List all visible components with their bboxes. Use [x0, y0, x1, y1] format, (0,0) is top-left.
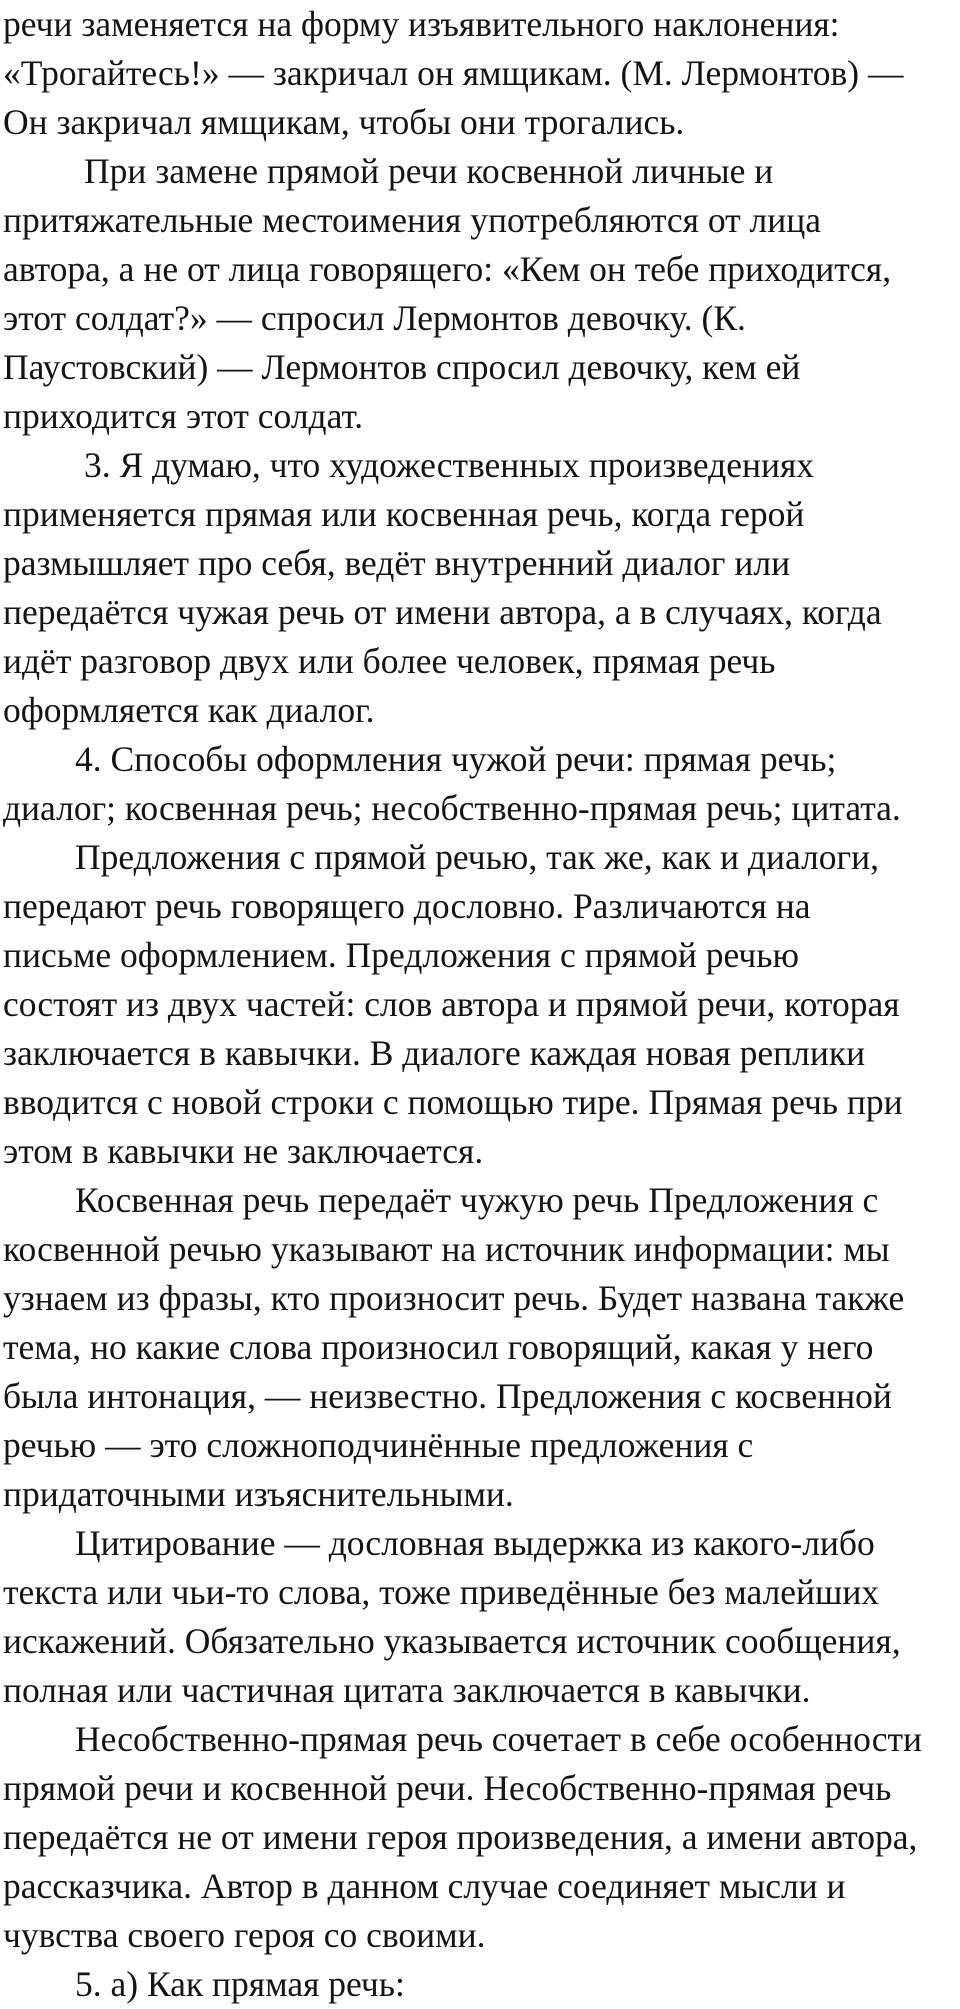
- text-line: рассказчика. Автор в данном случае соединяет мысли и: [3, 1866, 846, 1906]
- text-line: придаточными изъяснительными.: [3, 1474, 514, 1514]
- text-line: прямой речи и косвенной речи. Несобственно-прямая речь: [3, 1768, 892, 1808]
- text-line: притяжательные местоимения употребляются от лица: [3, 200, 822, 240]
- text-line: Паустовский) — Лермонтов спросил девочку, кем ей: [3, 347, 801, 387]
- text-line: Цитирование — дословная выдержка из какого-либо: [75, 1523, 875, 1563]
- text-line: диалог; косвенная речь; несобственно-прямая речь; цитата.: [3, 788, 901, 828]
- text-line: автора, а не от лица говорящего: «Кем он тебе приходится,: [3, 249, 892, 289]
- text-line: применяется прямая или косвенная речь, когда герой: [3, 494, 805, 534]
- text-line: передают речь говорящего дословно. Различаются на: [3, 886, 811, 926]
- text-line: Он закричал ямщикам, чтобы они трогались.: [3, 102, 685, 142]
- text-line: Предложения с прямой речью, так же, как и диалоги,: [75, 837, 879, 877]
- text-line: письме оформлением. Предложения с прямой речью: [3, 935, 799, 975]
- text-line: речью — это сложноподчинённые предложения с: [3, 1425, 754, 1465]
- text-line: заключается в кавычки. В диалоге каждая новая реплики: [3, 1033, 866, 1073]
- text-line: тема, но какие слова произносил говорящий, какая у него: [3, 1327, 874, 1367]
- text-line: идёт разговор двух или более человек, прямая речь: [3, 641, 776, 681]
- text-line: передаётся чужая речь от имени автора, а в случаях, когда: [3, 592, 882, 632]
- text-line: речи заменяется на форму изъявительного наклонения:: [3, 4, 840, 44]
- text-line: текста или чьи-то слова, тоже приведённые без малейших: [3, 1572, 880, 1612]
- text-line: узнаем из фразы, кто произносит речь. Будет названа также: [3, 1278, 905, 1318]
- text-line: этом в кавычки не заключается.: [3, 1131, 484, 1171]
- text-line: была интонация, — неизвестно. Предложения с косвенной: [3, 1376, 892, 1416]
- text-line: передаётся не от имени героя произведения, а имени автора,: [3, 1817, 918, 1857]
- text-line: размышляет про себя, ведёт внутренний диалог или: [3, 543, 791, 583]
- text-line: 5. а) Как прямая речь:: [75, 1964, 405, 2004]
- text-line: полная или частичная цитата заключается в кавычки.: [3, 1670, 811, 1710]
- text-line: 3. Я думаю, что художественных произведениях: [84, 445, 815, 485]
- text-line: этот солдат?» — спросил Лермонтов девочку. (К.: [3, 298, 746, 338]
- text-line: 4. Способы оформления чужой речи: прямая речь;: [75, 739, 837, 779]
- text-line: При замене прямой речи косвенной личные и: [84, 151, 774, 191]
- text-line: чувства своего героя со своими.: [3, 1915, 486, 1955]
- text-line: оформляется как диалог.: [3, 690, 375, 730]
- text-line: Несобственно-прямая речь сочетает в себе особенности: [75, 1719, 923, 1759]
- text-line: Косвенная речь передаёт чужую речь Предложения с: [75, 1180, 879, 1220]
- text-line: косвенной речью указывают на источник информации: мы: [3, 1229, 890, 1269]
- text-line: искажений. Обязательно указывается источник сообщения,: [3, 1621, 901, 1661]
- text-line: «Трогайтесь!» — закричал он ямщикам. (М. Лермонтов) —: [3, 53, 904, 93]
- text-line: приходится этот солдат.: [3, 396, 364, 436]
- text-line: вводится с новой строки с помощью тире. Прямая речь при: [3, 1082, 903, 1122]
- text-line: состоят из двух частей: слов автора и прямой речи, которая: [3, 984, 900, 1024]
